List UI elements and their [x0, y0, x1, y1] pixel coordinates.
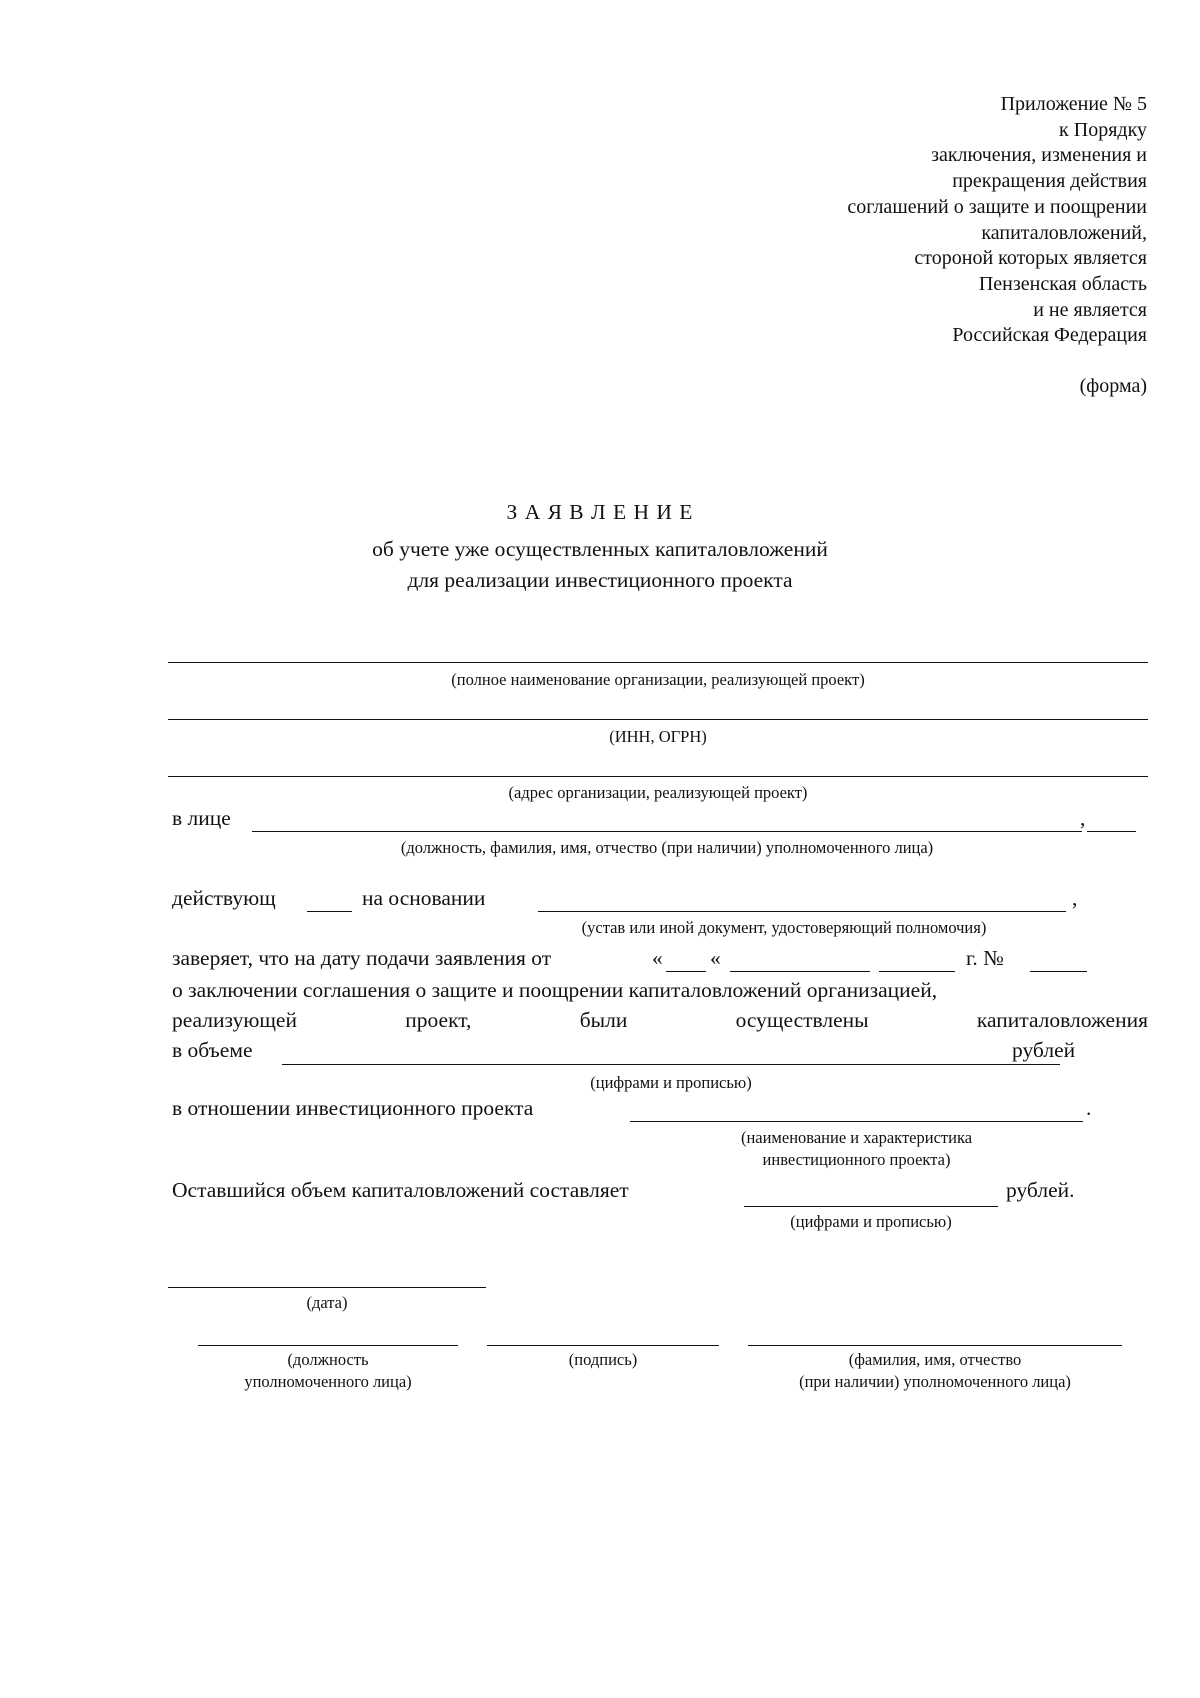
full-name-caption-1: (фамилия, имя, отчество: [848, 1350, 1022, 1369]
position-caption-1: (должность: [287, 1350, 369, 1369]
date-month-field[interactable]: [730, 971, 870, 972]
address-caption: (адрес организации, реализующей проект): [508, 783, 808, 802]
address-field[interactable]: [168, 776, 1148, 777]
position-field[interactable]: [198, 1345, 458, 1346]
word: реализующей: [172, 1008, 297, 1032]
header-line: капиталовложений,: [981, 221, 1147, 244]
period: .: [1086, 1096, 1092, 1120]
word: капиталовложения: [976, 1008, 1148, 1032]
header-line: соглашений о защите и поощрении: [847, 195, 1147, 218]
org-name-field[interactable]: [168, 662, 1148, 663]
justified-line: [172, 1008, 1148, 1033]
position-caption-2: уполномоченного лица): [244, 1372, 412, 1391]
document-subtitle-2: для реализации инвестиционного проекта: [407, 568, 793, 592]
comma: ,: [1080, 806, 1086, 830]
rubles-end-label: рублей.: [1006, 1178, 1075, 1202]
comma: ,: [1072, 886, 1078, 910]
basis-document-field[interactable]: [538, 911, 1066, 912]
form-label: (форма): [1079, 375, 1147, 398]
quote-open: «: [652, 946, 663, 970]
person-caption: (должность, фамилия, имя, отчество (при наличии) уполномоченного лица): [400, 838, 934, 857]
project-caption-1: (наименование и характеристика: [740, 1128, 973, 1147]
acting-label: действующ: [172, 886, 276, 910]
signature-caption: (подпись): [568, 1350, 638, 1369]
person-field[interactable]: [252, 831, 1082, 832]
date-day-field[interactable]: [666, 971, 706, 972]
header-line: Пензенская область: [978, 272, 1147, 295]
remaining-label: Оставшийся объем капиталовложений составляет: [172, 1178, 629, 1202]
project-label: в отношении инвестиционного проекта: [172, 1096, 534, 1120]
quote-close: «: [710, 946, 721, 970]
header-line: к Порядку: [1059, 118, 1147, 141]
remaining-amount-field[interactable]: [744, 1206, 998, 1207]
volume-caption: (цифрами и прописью): [590, 1073, 752, 1092]
application-number-field[interactable]: [1030, 971, 1087, 972]
header-line: заключения, изменения и: [931, 144, 1147, 167]
header-line: и не является: [1033, 298, 1147, 321]
year-number-label: г. №: [966, 946, 1004, 970]
certifies-text: заверяет, что на дату подачи заявления от: [172, 946, 552, 970]
appendix-header: [847, 92, 1147, 400]
document-title: З А Я В Л Е Н И Е: [506, 500, 694, 524]
word: были: [579, 1008, 628, 1032]
full-name-caption-2: (при наличии) уполномоченного лица): [799, 1372, 1071, 1391]
project-field[interactable]: [630, 1121, 1083, 1122]
project-caption-2: инвестиционного проекта): [762, 1150, 951, 1169]
word: проект,: [405, 1008, 472, 1032]
basis-label: на основании: [362, 886, 486, 910]
agreement-text: о заключении соглашения о защите и поощрении капиталовложений организацией,: [172, 978, 938, 1002]
document-subtitle-1: об учете уже осуществленных капиталовложений: [372, 537, 828, 561]
header-line: Приложение № 5: [1000, 93, 1147, 115]
volume-field[interactable]: [282, 1064, 1060, 1065]
inn-ogrn-caption: (ИНН, ОГРН): [609, 727, 707, 746]
signature-field[interactable]: [487, 1345, 719, 1346]
org-name-caption: (полное наименование организации, реализующей проект): [451, 670, 865, 689]
basis-caption: (устав или иной документ, удостоверяющий полномочия): [581, 918, 987, 937]
date-field[interactable]: [168, 1287, 486, 1288]
date-caption: (дата): [306, 1293, 348, 1312]
in-person-label: в лице: [172, 806, 231, 830]
remaining-caption: (цифрами и прописью): [790, 1212, 952, 1231]
header-line: Российская Федерация: [952, 324, 1147, 347]
word: осуществлены: [735, 1008, 869, 1032]
header-line: стороной которых является: [914, 247, 1147, 270]
header-line: прекращения действия: [952, 170, 1147, 193]
inn-ogrn-field[interactable]: [168, 719, 1148, 720]
person-suffix-field[interactable]: [1087, 831, 1136, 832]
acting-ending-field[interactable]: [307, 911, 352, 912]
volume-label: в объеме: [172, 1038, 253, 1062]
date-year-field[interactable]: [879, 971, 955, 972]
rubles-label: рублей: [1012, 1038, 1076, 1062]
full-name-field[interactable]: [748, 1345, 1122, 1346]
